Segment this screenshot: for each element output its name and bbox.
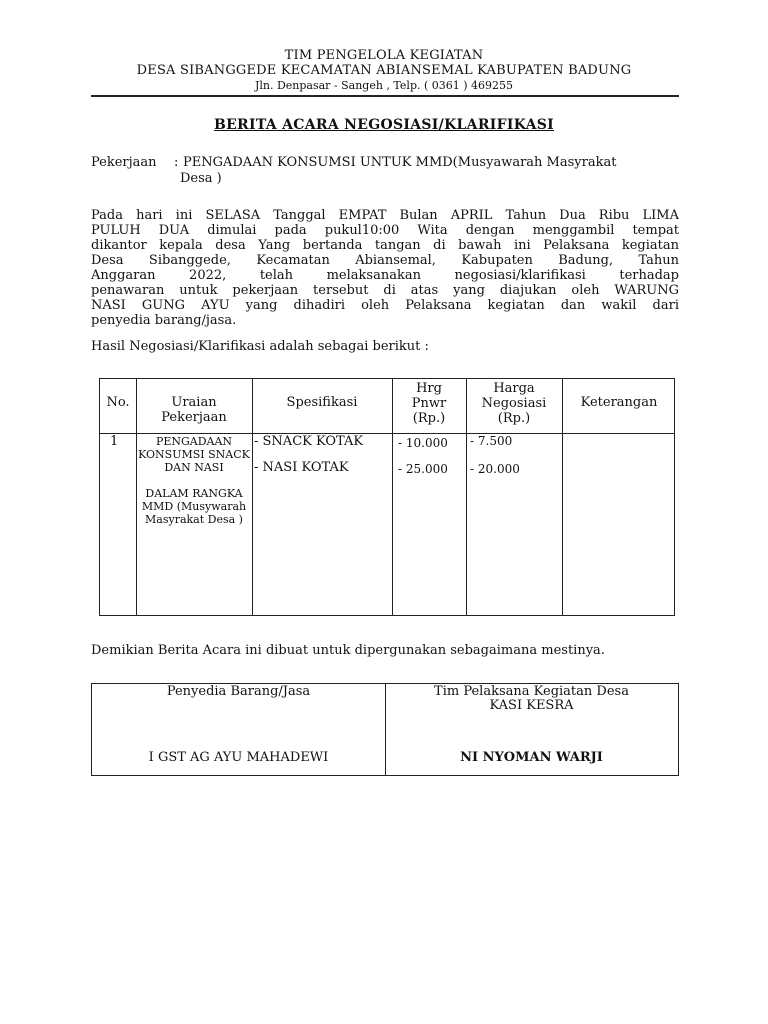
row-harga-negosiasi-item: - 7.500	[470, 434, 513, 448]
table-header-divider	[100, 433, 674, 434]
paragraph-line: Anggaran 2022, telah melaksanakan negosiasi/klarifikasi terhadap	[91, 268, 679, 283]
document-title: BERITA ACARA NEGOSIASI/KLARIFIKASI	[213, 117, 555, 133]
header-uraian-line1: Uraian	[171, 395, 217, 410]
row-uraian-line: DAN NASI	[164, 461, 224, 474]
row-uraian-extra-line: DALAM RANGKA	[145, 487, 243, 500]
header-harga-negosiasi	[466, 381, 562, 426]
pekerjaan-value-line2: Desa )	[180, 171, 222, 186]
row-harga-negosiasi-item: - 20.000	[470, 462, 520, 476]
row-spesifikasi-item: - SNACK KOTAK	[254, 434, 364, 449]
paragraph-line: Desa Sibanggede, Kecamatan Abiansemal, Kabupaten Badung, Tahun	[91, 253, 679, 268]
paragraph-line: PULUH DUA dimulai pada pukul10:00 Wita dengan menggambil tempat	[91, 223, 679, 238]
header-spesifikasi: Spesifikasi	[286, 395, 358, 410]
header-uraian-line2: Pekerjaan	[161, 410, 227, 425]
header-keterangan: Keterangan	[580, 395, 658, 410]
header-harga-line2: Negosiasi	[481, 396, 547, 411]
header-hrg-pnwr	[392, 381, 466, 426]
row-uraian-extra-line: MMD (Musywarah	[141, 500, 247, 513]
pekerjaan-value-line1: PENGADAAN KONSUMSI UNTUK MMD(Musyawarah Masyrakat	[183, 155, 617, 170]
row-uraian-line: KONSUMSI SNACK	[138, 448, 250, 461]
header-harga-line1: Harga	[493, 381, 535, 396]
header-hrg-line3: (Rp.)	[412, 411, 446, 426]
negotiation-table	[99, 378, 675, 616]
paragraph-line: NASI GUNG AYU yang dihadiri oleh Pelaksana kegiatan dan wakil dari	[91, 298, 679, 313]
pekerjaan-colon: :	[174, 155, 179, 170]
row-uraian-line: PENGADAAN	[155, 435, 233, 448]
table-column-divider	[562, 379, 563, 615]
header-no: No.	[106, 395, 130, 410]
paragraph-line: penyedia barang/jasa.	[91, 313, 237, 328]
letterhead-divider	[91, 95, 679, 97]
signature-left-name: I GST AG AYU MAHADEWI	[148, 750, 329, 765]
row-hrg-pnwr-item: - 10.000	[398, 436, 448, 450]
header-hrg-line2: Pnwr	[411, 396, 447, 411]
signature-right-title-line1: Tim Pelaksana Kegiatan Desa	[434, 684, 629, 699]
paragraph-line: Pada hari ini SELASA Tanggal EMPAT Bulan APRIL Tahun Dua Ribu LIMA	[91, 208, 679, 223]
signature-table	[91, 683, 679, 776]
row-no: 1	[110, 434, 119, 449]
paragraph-line: dikantor kepala desa Yang bertanda tangan di bawah ini Pelaksana kegiatan	[91, 238, 679, 253]
header-hrg-line1: Hrg	[416, 381, 442, 396]
hasil-intro: Hasil Negosiasi/Klarifikasi adalah sebagai berikut :	[91, 339, 429, 354]
table-column-divider	[252, 379, 253, 615]
header-uraian	[136, 395, 252, 425]
row-uraian-extra-line: Masyrakat Desa )	[145, 513, 243, 526]
paragraph-line: penawaran untuk pekerjaan tersebut di atas yang diajukan oleh WARUNG	[91, 283, 679, 298]
letterhead-address: Jln. Denpasar - Sangeh , Telp. ( 0361 ) 469255	[254, 79, 514, 92]
closing-statement: Demikian Berita Acara ini dibuat untuk dipergunakan sebagaimana mestinya.	[91, 643, 605, 658]
signature-left-title: Penyedia Barang/Jasa	[166, 684, 311, 699]
letterhead-line2: DESA SIBANGGEDE KECAMATAN ABIANSEMAL KABUPATEN BADUNG	[136, 63, 632, 78]
row-uraian-extra	[136, 487, 252, 526]
row-uraian	[136, 435, 252, 474]
signature-right-title-line2: KASI KESRA	[489, 698, 574, 713]
pekerjaan-label: Pekerjaan	[91, 155, 157, 170]
signature-right-name: NI NYOMAN WARJI	[460, 750, 603, 765]
opening-paragraph	[91, 208, 679, 328]
header-harga-line3: (Rp.)	[497, 411, 531, 426]
row-hrg-pnwr-item: - 25.000	[398, 462, 448, 476]
letterhead-line1: TIM PENGELOLA KEGIATAN	[284, 48, 484, 63]
row-spesifikasi-item: - NASI KOTAK	[254, 460, 349, 475]
